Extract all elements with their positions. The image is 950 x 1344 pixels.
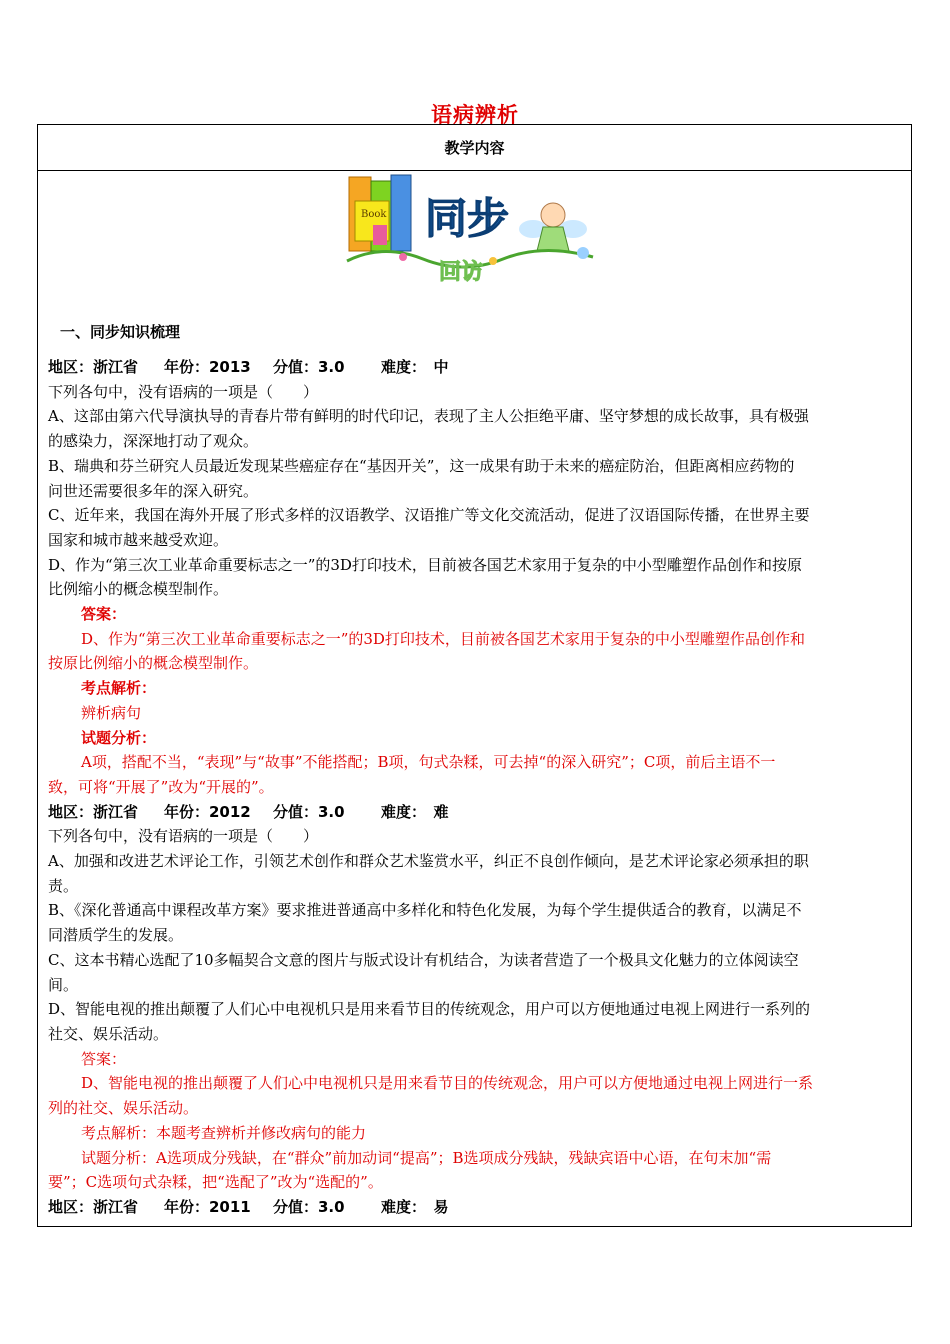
- question-meta: [48, 800, 904, 825]
- table-header: 教学内容: [38, 125, 911, 171]
- question-meta: [48, 355, 904, 380]
- meta-difficulty: 难度： 难: [381, 802, 449, 821]
- meta-difficulty: 难度： 中: [381, 358, 449, 376]
- section-title: 一、同步知识梳理: [60, 323, 181, 341]
- answer-text: 按原比例缩小的概念模型制作。: [48, 654, 259, 673]
- meta-score: 分值：3.0: [273, 1197, 345, 1216]
- option-line: C、这本书精心选配了10多幅契合文意的图片与版式设计有机结合，为读者营造了一个极具文化魅力的立体阅读空: [48, 950, 799, 969]
- analysis-label: 试题分析：: [81, 728, 157, 747]
- option-line: 同潜质学生的发展。: [48, 926, 184, 945]
- option-line: 问世还需要很多年的深入研究。: [48, 481, 259, 500]
- meta-score: 分值：3.0: [273, 802, 345, 821]
- banner-sub-text: 回访: [439, 260, 484, 285]
- meta-region: 地区：浙江省: [48, 358, 139, 376]
- analysis-text: 要”；C选项句式杂糅，把“选配了”改为“选配的”。: [48, 1173, 383, 1192]
- option-line: C、近年来，我国在海外开展了形式多样的汉语教学、汉语推广等文化交流活动，促进了汉语国际传播，在世界主要: [48, 506, 810, 525]
- meta-year: 年份：2011: [164, 1197, 251, 1216]
- meta-year: 年份：2013: [164, 358, 251, 376]
- analysis-text: A项，搭配不当，“表现”与“故事”不能搭配；B项，句式杂糅，可去掉“的深入研究”；C项，前后主语不一: [81, 753, 776, 772]
- option-line: D、作为“第三次工业革命重要标志之一”的3D打印技术，目前被各国艺术家用于复杂的中小型雕塑作品创作和按原: [48, 555, 802, 574]
- question-stem: 下列各句中，没有语病的一项是（ ）: [48, 827, 319, 846]
- answer-text: D、作为“第三次工业革命重要标志之一”的3D打印技术，目前被各国艺术家用于复杂的中小型雕塑作品创作和: [81, 629, 805, 648]
- option-line: A、加强和改进艺术评论工作，引领艺术创作和群众艺术鉴赏水平，纠正不良创作倾向，是艺术评论家必须承担的职: [48, 852, 809, 871]
- answer-label: 答案：: [81, 605, 127, 624]
- flower-icon: [577, 247, 589, 259]
- option-line: 间。: [48, 975, 79, 994]
- option-line: D、智能电视的推出颠覆了人们心中电视机只是用来看节目的传统观念，用户可以方便地通过电视上网进行一系列的: [48, 1000, 811, 1019]
- book-label: Book: [361, 209, 387, 220]
- answer-text: 列的社交、娱乐活动。: [48, 1099, 199, 1118]
- option-line: 比例缩小的概念模型制作。: [48, 580, 229, 599]
- meta-region: 地区：浙江省: [48, 802, 139, 821]
- question-meta: [48, 1195, 904, 1220]
- point-text: 辨析病句: [81, 703, 142, 722]
- option-line: A、这部由第六代导演执导的青春片带有鲜明的时代印记，表现了主人公拒绝平庸、坚守梦想的成长故事，具有极强: [48, 407, 809, 426]
- option-line: B、瑞典和芬兰研究人员最近发现某些癌症存在“基因开关”，这一成果有助于未来的癌症防治，但距离相应药物的: [48, 456, 795, 475]
- option-line: B、《深化普通高中课程改革方案》要求推进普通高中多样化和特色化发展，为每个学生提供适合的教育，以满足不: [48, 901, 802, 920]
- meta-difficulty: 难度： 易: [381, 1197, 449, 1216]
- meta-score: 分值：3.0: [273, 358, 345, 376]
- answer-label: 答案：: [81, 1049, 127, 1068]
- answer-text: D、智能电视的推出颠覆了人们心中电视机只是用来看节目的传统观念，用户可以方便地通过电视上网进行一系: [81, 1074, 814, 1093]
- banner-main-text: 同步: [425, 194, 510, 243]
- point-label: 考点解析：: [81, 679, 157, 698]
- page-title: 语病辨析: [431, 103, 519, 127]
- meta-year: 年份：2012: [164, 802, 251, 821]
- option-line: 的感染力，深深地打动了观众。: [48, 432, 259, 451]
- analysis-text: 试题分析：A选项成分残缺，在“群众”前加动词“提高”；B选项成分残缺，残缺宾语中心语，在句末加“需: [81, 1148, 772, 1167]
- content-body: [48, 319, 904, 1220]
- fairy-icon: [541, 203, 565, 227]
- content-table: [37, 124, 912, 1227]
- option-line: 社交、娱乐活动。: [48, 1024, 169, 1043]
- analysis-text: 致，可将“开展了”改为“开展的”。: [48, 777, 274, 796]
- sync-banner-image: [343, 171, 608, 287]
- option-line: 国家和城市越来越受欢迎。: [48, 530, 229, 549]
- option-line: 责。: [48, 876, 79, 895]
- meta-region: 地区：浙江省: [48, 1197, 139, 1216]
- point-line: 考点解析：本题考查辨析并修改病句的能力: [81, 1123, 367, 1142]
- question-stem: 下列各句中，没有语病的一项是（ ）: [48, 382, 319, 401]
